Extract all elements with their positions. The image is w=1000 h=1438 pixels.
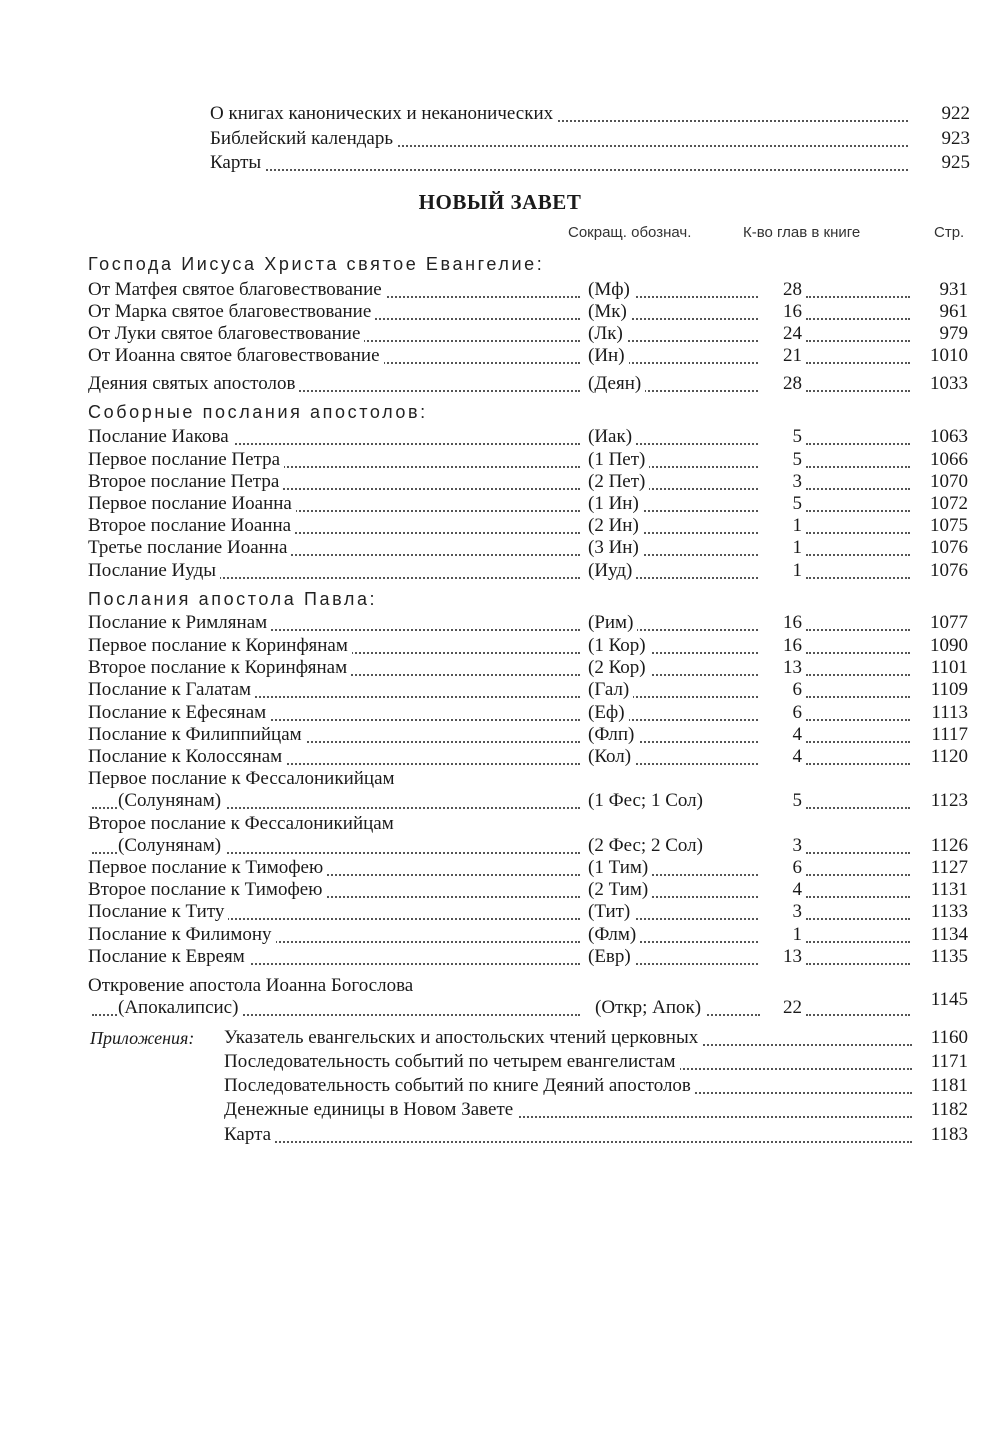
- book-page: 1066: [930, 449, 968, 470]
- book-page: 1145: [930, 989, 968, 1010]
- book-abbr: (Иуд): [588, 560, 636, 582]
- book-abbr: (3 Ин): [588, 537, 643, 559]
- book-abbr: (Откр; Апок): [595, 997, 705, 1019]
- book-chapters: 22: [760, 997, 806, 1019]
- book-page: 1101: [930, 657, 968, 678]
- book-page: 1113: [931, 702, 968, 723]
- appendix-title: Последовательность событий по книге Деяний апостолов: [224, 1075, 695, 1097]
- toc-entry[interactable]: [210, 151, 970, 175]
- book-page: 1063: [930, 426, 968, 447]
- column-header-abbr: Сокращ. обознач.: [568, 224, 692, 241]
- leader-dots: [806, 874, 910, 898]
- book-page: 1109: [930, 679, 968, 700]
- book-page: 1134: [930, 924, 968, 945]
- group-title-catholic: Соборные послания апостолов:: [88, 402, 428, 422]
- book-row[interactable]: [0, 790, 1000, 812]
- book-name: Второе послание Иоанна: [88, 515, 295, 537]
- book-chapters: 3: [760, 835, 806, 857]
- book-abbr: (1 Фес; 1 Сол): [588, 790, 707, 812]
- book-abbr: (2 Ин): [588, 515, 643, 537]
- leader-dots: [806, 318, 910, 342]
- book-name: От Матфея святое благовествование: [88, 279, 386, 301]
- entry-page: 925: [941, 152, 970, 173]
- book-page: 1077: [930, 612, 968, 633]
- leader-dots: [806, 466, 910, 490]
- book-abbr: (Рим): [588, 612, 637, 634]
- book-abbr: (2 Кор): [588, 657, 650, 679]
- book-name: От Иоанна святое благовествование: [88, 345, 384, 367]
- book-page: 1072: [930, 493, 968, 514]
- book-chapters: 1: [760, 537, 806, 559]
- book-row[interactable]: [0, 345, 1000, 367]
- book-abbr: (2 Пет): [588, 471, 649, 493]
- book-chapters: 5: [760, 426, 806, 448]
- leader-dots: [806, 510, 910, 534]
- book-page: 1033: [930, 373, 968, 394]
- book-chapters: 1: [760, 515, 806, 537]
- leader-dots: [806, 555, 910, 579]
- book-chapters: 1: [760, 560, 806, 582]
- book-chapters: 16: [760, 301, 806, 323]
- book-abbr: (Тит): [588, 901, 634, 923]
- book-page: 1123: [930, 790, 968, 811]
- book-name: (Солунянам): [118, 790, 225, 812]
- appendix-title: Денежные единицы в Новом Завете: [224, 1099, 517, 1121]
- book-name: Послание к Титу: [88, 901, 228, 923]
- leader-dots: [806, 630, 910, 654]
- book-name: Послание к Евреям: [88, 946, 249, 968]
- appendix-label: Приложения:: [90, 1028, 195, 1048]
- leader-dots: [806, 697, 910, 721]
- book-name: Первое послание к Тимофею: [88, 857, 327, 879]
- leader-dots: [228, 1119, 912, 1143]
- book-page: 1133: [930, 901, 968, 922]
- book-row[interactable]: [0, 373, 1000, 395]
- book-chapters: 13: [760, 946, 806, 968]
- leader-dots: [806, 852, 910, 876]
- book-page: 1076: [930, 537, 968, 558]
- book-page: 961: [939, 301, 968, 322]
- book-chapters: 21: [760, 345, 806, 367]
- book-abbr: (1 Кор): [588, 635, 650, 657]
- book-page: 1075: [930, 515, 968, 536]
- book-chapters: 5: [760, 449, 806, 471]
- book-abbr: (Евр): [588, 946, 635, 968]
- leader-dots: [806, 340, 910, 364]
- book-name: Первое послание Иоанна: [88, 493, 296, 515]
- leader-dots: [806, 607, 910, 631]
- book-chapters: 6: [760, 857, 806, 879]
- book-abbr: (Кол): [588, 746, 635, 768]
- book-chapters: 4: [760, 746, 806, 768]
- book-abbr: (Еф): [588, 702, 629, 724]
- book-name: (Апокалипсис): [118, 997, 242, 1019]
- book-page: 1135: [930, 946, 968, 967]
- column-header-page: Стр.: [934, 224, 965, 241]
- appendix-page: 1182: [930, 1099, 968, 1120]
- book-chapters: 4: [760, 879, 806, 901]
- book-chapters: 3: [760, 471, 806, 493]
- book-chapters: 6: [760, 702, 806, 724]
- appendix-row[interactable]: [0, 1099, 1000, 1121]
- book-page: 1090: [930, 635, 968, 656]
- leader-dots: [806, 421, 910, 445]
- entry-title: О книгах канонических и неканонических: [210, 102, 556, 126]
- book-name: Послание к Колоссянам: [88, 746, 286, 768]
- book-chapters: 28: [760, 279, 806, 301]
- group-title-pauline: Послания апостола Павла:: [88, 589, 378, 609]
- leader-dots: [806, 941, 910, 965]
- book-name: Послание к Филиппийцам: [88, 724, 306, 746]
- book-page: 1070: [930, 471, 968, 492]
- appendix-title: Карта: [224, 1124, 275, 1146]
- book-abbr: (Мк): [588, 301, 631, 323]
- book-row[interactable]: [0, 560, 1000, 582]
- book-page: 979: [939, 323, 968, 344]
- appendix-page: 1160: [930, 1027, 968, 1048]
- book-name-line1: Первое послание к Фессалоникийцам: [88, 768, 395, 789]
- book-chapters: 3: [760, 901, 806, 923]
- book-name: Третье послание Иоанна: [88, 537, 291, 559]
- leader-dots: [806, 741, 910, 765]
- book-name: От Луки святое благовествование: [88, 323, 364, 345]
- entry-title: Карты: [210, 151, 264, 175]
- entry-page: 922: [941, 103, 970, 124]
- book-row[interactable]: [0, 746, 1000, 768]
- book-name: Первое послание Петра: [88, 449, 284, 471]
- appendix-row[interactable]: [0, 1124, 1000, 1146]
- leader-dots: [806, 488, 910, 512]
- book-page: 1131: [930, 879, 968, 900]
- book-page: 1126: [930, 835, 968, 856]
- book-chapters: 16: [760, 635, 806, 657]
- book-page: 1127: [930, 857, 968, 878]
- book-name: Послание к Римлянам: [88, 612, 271, 634]
- book-abbr: (Деян): [588, 373, 645, 395]
- book-name: Первое послание к Коринфянам: [88, 635, 352, 657]
- book-page: 1076: [930, 560, 968, 581]
- appendix-page: 1183: [930, 1124, 968, 1145]
- book-name: (Солунянам): [118, 835, 225, 857]
- book-name: Второе послание к Тимофею: [88, 879, 326, 901]
- leader-dots: [806, 719, 910, 743]
- book-name: Второе послание к Коринфянам: [88, 657, 351, 679]
- book-abbr: (1 Тим): [588, 857, 652, 879]
- book-name: Послание к Галатам: [88, 679, 255, 701]
- book-chapters: 4: [760, 724, 806, 746]
- book-abbr: (1 Пет): [588, 449, 649, 471]
- book-abbr: (Гал): [588, 679, 633, 701]
- leader-dots: [806, 919, 910, 943]
- appendix-title: Указатель евангельских и апостольских чтений церковных: [224, 1027, 702, 1049]
- book-page: 931: [939, 279, 968, 300]
- book-name: Второе послание Петра: [88, 471, 283, 493]
- book-chapters: 13: [760, 657, 806, 679]
- book-chapters: 1: [760, 924, 806, 946]
- section-heading: НОВЫЙ ЗАВЕТ: [418, 190, 582, 214]
- appendix-page: 1171: [930, 1051, 968, 1072]
- book-name-line1: Второе послание к Фессалоникийцам: [88, 813, 394, 834]
- book-page: 1010: [930, 345, 968, 366]
- book-row[interactable]: [0, 989, 1000, 1019]
- book-page: 1120: [930, 746, 968, 767]
- appendix-title: Последовательность событий по четырем евангелистам: [224, 1051, 680, 1073]
- book-name: Послание Иуды: [88, 560, 220, 582]
- leader-dots: [806, 992, 910, 1016]
- book-abbr: (Лк): [588, 323, 627, 345]
- book-name: Послание к Филимону: [88, 924, 276, 946]
- leader-dots: [806, 674, 910, 698]
- book-name: Послание Иакова: [88, 426, 233, 448]
- book-chapters: 24: [760, 323, 806, 345]
- leader-dots: [806, 532, 910, 556]
- book-name: Послание к Ефесянам: [88, 702, 270, 724]
- book-abbr: (Мф): [588, 279, 634, 301]
- leader-dots: [806, 274, 910, 298]
- appendix-page: 1181: [930, 1075, 968, 1096]
- book-abbr: (Флп): [588, 724, 638, 746]
- book-chapters: 6: [760, 679, 806, 701]
- book-chapters: 16: [760, 612, 806, 634]
- leader-dots: [806, 368, 910, 392]
- book-abbr: (Иак): [588, 426, 636, 448]
- book-name: От Марка святое благовествование: [88, 301, 375, 323]
- book-abbr: (2 Фес; 2 Сол): [588, 835, 707, 857]
- leader-dots: [806, 830, 910, 854]
- leader-dots: [806, 296, 910, 320]
- leader-dots: [806, 896, 910, 920]
- leader-dots: [210, 145, 908, 171]
- book-chapters: 28: [760, 373, 806, 395]
- book-abbr: (2 Тим): [588, 879, 652, 901]
- book-name: Деяния святых апостолов: [88, 373, 299, 395]
- entry-title: Библейский календарь: [210, 127, 396, 151]
- book-abbr: (1 Ин): [588, 493, 643, 515]
- entry-page: 923: [941, 128, 970, 149]
- book-abbr: (Ин): [588, 345, 629, 367]
- book-chapters: 5: [760, 790, 806, 812]
- book-abbr: (Флм): [588, 924, 640, 946]
- leader-dots: [806, 652, 910, 676]
- book-row[interactable]: [0, 946, 1000, 968]
- leader-dots: [806, 785, 910, 809]
- book-name-line1: Откровение апостола Иоанна Богослова: [88, 975, 414, 996]
- group-title-gospels: Господа Иисуса Христа святое Евангелие:: [88, 254, 545, 274]
- leader-dots: [806, 444, 910, 468]
- book-chapters: 5: [760, 493, 806, 515]
- column-header-chapters: К-во глав в книге: [743, 224, 861, 241]
- book-page: 1117: [931, 724, 968, 745]
